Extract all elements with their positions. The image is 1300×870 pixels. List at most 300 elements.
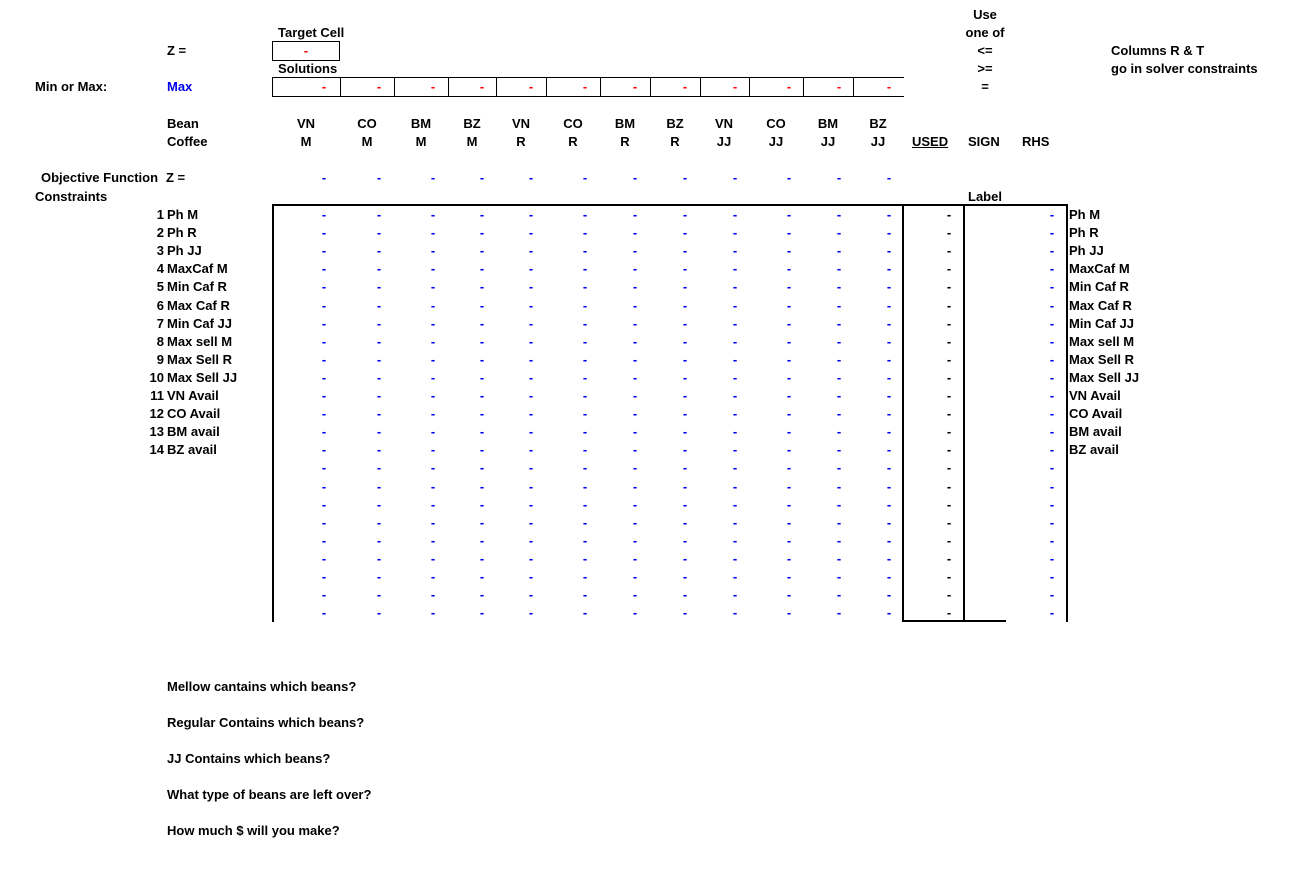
constraint-coefficient[interactable]: - [528, 225, 534, 241]
constraint-coefficient[interactable]: - [632, 460, 638, 476]
constraint-coefficient[interactable]: - [528, 406, 534, 422]
constraint-coefficient[interactable]: - [479, 297, 485, 313]
constraint-rhs[interactable]: - [1049, 261, 1055, 277]
solution-cell[interactable]: - [682, 79, 688, 94]
constraint-coefficient[interactable]: - [682, 550, 688, 566]
constraint-coefficient[interactable]: - [786, 243, 792, 259]
constraint-coefficient[interactable]: - [732, 478, 738, 494]
constraint-coefficient[interactable]: - [479, 369, 485, 385]
solution-cell[interactable]: - [886, 79, 892, 94]
constraint-coefficient[interactable]: - [528, 569, 534, 584]
constraint-coefficient[interactable]: - [836, 460, 842, 476]
constraint-coefficient[interactable]: - [430, 424, 436, 440]
constraint-coefficient[interactable]: - [321, 514, 327, 530]
constraint-coefficient[interactable]: - [582, 243, 588, 259]
constraint-coefficient[interactable]: - [682, 279, 688, 295]
constraint-coefficient[interactable]: - [682, 442, 688, 458]
constraint-coefficient[interactable]: - [582, 388, 588, 403]
constraint-coefficient[interactable]: - [582, 442, 588, 458]
constraint-coefficient[interactable]: - [886, 388, 892, 403]
constraint-coefficient[interactable]: - [479, 569, 485, 584]
constraint-coefficient[interactable]: - [430, 333, 436, 349]
constraint-coefficient[interactable]: - [682, 207, 688, 222]
constraint-coefficient[interactable]: - [430, 243, 436, 259]
constraint-coefficient[interactable]: - [376, 297, 382, 313]
constraint-coefficient[interactable]: - [632, 388, 638, 403]
constraint-coefficient[interactable]: - [786, 460, 792, 476]
constraint-coefficient[interactable]: - [321, 478, 327, 494]
constraint-coefficient[interactable]: - [430, 569, 436, 584]
constraint-coefficient[interactable]: - [886, 478, 892, 494]
constraint-coefficient[interactable]: - [430, 460, 436, 476]
constraint-coefficient[interactable]: - [732, 424, 738, 440]
objective-coefficient[interactable]: - [582, 170, 588, 185]
constraint-coefficient[interactable]: - [732, 388, 738, 403]
constraint-coefficient[interactable]: - [886, 333, 892, 349]
constraint-coefficient[interactable]: - [786, 406, 792, 422]
constraint-coefficient[interactable]: - [632, 261, 638, 277]
constraint-rhs[interactable]: - [1049, 514, 1055, 530]
constraint-rhs[interactable]: - [1049, 406, 1055, 422]
constraint-coefficient[interactable]: - [732, 333, 738, 349]
constraint-coefficient[interactable]: - [786, 496, 792, 512]
constraint-coefficient[interactable]: - [732, 279, 738, 295]
constraint-coefficient[interactable]: - [582, 514, 588, 530]
constraint-coefficient[interactable]: - [786, 207, 792, 222]
solution-cell[interactable]: - [836, 79, 842, 94]
constraint-coefficient[interactable]: - [786, 569, 792, 584]
constraint-coefficient[interactable]: - [836, 333, 842, 349]
constraint-coefficient[interactable]: - [632, 315, 638, 331]
objective-coefficient[interactable]: - [430, 170, 436, 185]
constraint-coefficient[interactable]: - [376, 279, 382, 295]
constraint-coefficient[interactable]: - [321, 406, 327, 422]
constraint-coefficient[interactable]: - [732, 496, 738, 512]
constraint-coefficient[interactable]: - [376, 569, 382, 584]
constraint-coefficient[interactable]: - [836, 514, 842, 530]
constraint-rhs[interactable]: - [1049, 351, 1055, 367]
constraint-coefficient[interactable]: - [786, 424, 792, 440]
constraint-coefficient[interactable]: - [732, 442, 738, 458]
constraint-coefficient[interactable]: - [376, 351, 382, 367]
objective-coefficient[interactable]: - [376, 170, 382, 185]
constraint-coefficient[interactable]: - [682, 514, 688, 530]
constraint-coefficient[interactable]: - [479, 243, 485, 259]
constraint-coefficient[interactable]: - [479, 496, 485, 512]
constraint-coefficient[interactable]: - [430, 369, 436, 385]
constraint-coefficient[interactable]: - [528, 496, 534, 512]
constraint-coefficient[interactable]: - [886, 297, 892, 313]
constraint-rhs[interactable]: - [1049, 369, 1055, 385]
constraint-coefficient[interactable]: - [430, 315, 436, 331]
constraint-coefficient[interactable]: - [836, 261, 842, 277]
constraint-coefficient[interactable]: - [632, 587, 638, 603]
constraint-coefficient[interactable]: - [479, 460, 485, 476]
constraint-rhs[interactable]: - [1049, 388, 1055, 403]
constraint-coefficient[interactable]: - [786, 351, 792, 367]
objective-coefficient[interactable]: - [528, 170, 534, 185]
constraint-coefficient[interactable]: - [430, 225, 436, 241]
constraint-rhs[interactable]: - [1049, 225, 1055, 241]
constraint-coefficient[interactable]: - [886, 424, 892, 440]
constraint-rhs[interactable]: - [1049, 424, 1055, 440]
constraint-coefficient[interactable]: - [836, 351, 842, 367]
constraint-coefficient[interactable]: - [528, 478, 534, 494]
constraint-coefficient[interactable]: - [682, 569, 688, 584]
constraint-coefficient[interactable]: - [582, 532, 588, 548]
constraint-coefficient[interactable]: - [479, 207, 485, 222]
constraint-coefficient[interactable]: - [528, 297, 534, 313]
constraint-coefficient[interactable]: - [376, 442, 382, 458]
constraint-coefficient[interactable]: - [321, 297, 327, 313]
constraint-coefficient[interactable]: - [682, 369, 688, 385]
constraint-coefficient[interactable]: - [430, 514, 436, 530]
constraint-coefficient[interactable]: - [582, 587, 588, 603]
constraint-coefficient[interactable]: - [479, 406, 485, 422]
constraint-coefficient[interactable]: - [582, 550, 588, 566]
constraint-coefficient[interactable]: - [528, 243, 534, 259]
constraint-coefficient[interactable]: - [479, 442, 485, 458]
constraint-rhs[interactable]: - [1049, 478, 1055, 494]
constraint-coefficient[interactable]: - [836, 207, 842, 222]
constraint-coefficient[interactable]: - [376, 496, 382, 512]
constraint-coefficient[interactable]: - [430, 442, 436, 458]
solution-cell[interactable]: - [479, 79, 485, 94]
constraint-coefficient[interactable]: - [732, 460, 738, 476]
objective-coefficient[interactable]: - [786, 170, 792, 185]
constraint-coefficient[interactable]: - [321, 261, 327, 277]
constraint-coefficient[interactable]: - [582, 297, 588, 313]
constraint-coefficient[interactable]: - [632, 550, 638, 566]
constraint-coefficient[interactable]: - [732, 243, 738, 259]
constraint-coefficient[interactable]: - [632, 605, 638, 621]
constraint-coefficient[interactable]: - [321, 388, 327, 403]
constraint-coefficient[interactable]: - [682, 424, 688, 440]
constraint-coefficient[interactable]: - [376, 225, 382, 241]
min-max-value[interactable]: Max [167, 79, 193, 94]
constraint-coefficient[interactable]: - [836, 315, 842, 331]
constraint-coefficient[interactable]: - [632, 569, 638, 584]
constraint-coefficient[interactable]: - [886, 442, 892, 458]
objective-coefficient[interactable]: - [682, 170, 688, 185]
constraint-coefficient[interactable]: - [886, 406, 892, 422]
constraint-coefficient[interactable]: - [528, 460, 534, 476]
constraint-coefficient[interactable]: - [786, 442, 792, 458]
constraint-coefficient[interactable]: - [632, 442, 638, 458]
constraint-coefficient[interactable]: - [321, 442, 327, 458]
constraint-coefficient[interactable]: - [632, 424, 638, 440]
constraint-coefficient[interactable]: - [430, 532, 436, 548]
constraint-coefficient[interactable]: - [582, 279, 588, 295]
constraint-coefficient[interactable]: - [632, 207, 638, 222]
constraint-coefficient[interactable]: - [479, 351, 485, 367]
constraint-coefficient[interactable]: - [886, 460, 892, 476]
constraint-coefficient[interactable]: - [528, 279, 534, 295]
constraint-coefficient[interactable]: - [321, 207, 327, 222]
constraint-coefficient[interactable]: - [836, 243, 842, 259]
constraint-coefficient[interactable]: - [321, 243, 327, 259]
constraint-coefficient[interactable]: - [682, 587, 688, 603]
constraint-coefficient[interactable]: - [682, 388, 688, 403]
objective-coefficient[interactable]: - [732, 170, 738, 185]
constraint-coefficient[interactable]: - [479, 550, 485, 566]
constraint-coefficient[interactable]: - [886, 279, 892, 295]
constraint-coefficient[interactable]: - [886, 514, 892, 530]
constraint-coefficient[interactable]: - [682, 496, 688, 512]
constraint-coefficient[interactable]: - [582, 207, 588, 222]
constraint-coefficient[interactable]: - [321, 460, 327, 476]
constraint-coefficient[interactable]: - [836, 225, 842, 241]
constraint-coefficient[interactable]: - [732, 406, 738, 422]
constraint-coefficient[interactable]: - [528, 550, 534, 566]
constraint-coefficient[interactable]: - [886, 225, 892, 241]
constraint-coefficient[interactable]: - [582, 261, 588, 277]
constraint-coefficient[interactable]: - [682, 297, 688, 313]
solution-cell[interactable]: - [786, 79, 792, 94]
constraint-coefficient[interactable]: - [732, 225, 738, 241]
constraint-coefficient[interactable]: - [886, 605, 892, 621]
solution-cell[interactable]: - [732, 79, 738, 94]
constraint-coefficient[interactable]: - [582, 478, 588, 494]
constraint-coefficient[interactable]: - [321, 605, 327, 621]
objective-coefficient[interactable]: - [321, 170, 327, 185]
constraint-rhs[interactable]: - [1049, 496, 1055, 512]
constraint-coefficient[interactable]: - [682, 460, 688, 476]
constraint-rhs[interactable]: - [1049, 279, 1055, 295]
constraint-coefficient[interactable]: - [479, 605, 485, 621]
constraint-coefficient[interactable]: - [786, 514, 792, 530]
constraint-coefficient[interactable]: - [732, 550, 738, 566]
constraint-coefficient[interactable]: - [732, 315, 738, 331]
constraint-coefficient[interactable]: - [376, 605, 382, 621]
constraint-coefficient[interactable]: - [528, 514, 534, 530]
constraint-coefficient[interactable]: - [430, 279, 436, 295]
constraint-coefficient[interactable]: - [376, 315, 382, 331]
constraint-coefficient[interactable]: - [732, 207, 738, 222]
constraint-coefficient[interactable]: - [786, 315, 792, 331]
constraint-coefficient[interactable]: - [836, 297, 842, 313]
constraint-coefficient[interactable]: - [582, 315, 588, 331]
constraint-coefficient[interactable]: - [886, 243, 892, 259]
constraint-coefficient[interactable]: - [430, 207, 436, 222]
solution-cell[interactable]: - [321, 79, 327, 94]
constraint-coefficient[interactable]: - [582, 460, 588, 476]
constraint-coefficient[interactable]: - [376, 207, 382, 222]
constraint-coefficient[interactable]: - [528, 388, 534, 403]
constraint-coefficient[interactable]: - [886, 207, 892, 222]
constraint-coefficient[interactable]: - [376, 478, 382, 494]
constraint-coefficient[interactable]: - [632, 406, 638, 422]
constraint-coefficient[interactable]: - [321, 424, 327, 440]
constraint-coefficient[interactable]: - [682, 406, 688, 422]
constraint-coefficient[interactable]: - [376, 587, 382, 603]
constraint-coefficient[interactable]: - [786, 279, 792, 295]
objective-coefficient[interactable]: - [479, 170, 485, 185]
constraint-coefficient[interactable]: - [582, 496, 588, 512]
constraint-rhs[interactable]: - [1049, 243, 1055, 259]
constraint-coefficient[interactable]: - [886, 315, 892, 331]
objective-coefficient[interactable]: - [632, 170, 638, 185]
constraint-coefficient[interactable]: - [528, 207, 534, 222]
constraint-rhs[interactable]: - [1049, 532, 1055, 548]
constraint-coefficient[interactable]: - [321, 496, 327, 512]
constraint-rhs[interactable]: - [1049, 333, 1055, 349]
constraint-coefficient[interactable]: - [321, 315, 327, 331]
solution-cell[interactable]: - [430, 79, 436, 94]
constraint-coefficient[interactable]: - [632, 333, 638, 349]
constraint-coefficient[interactable]: - [321, 550, 327, 566]
constraint-coefficient[interactable]: - [321, 587, 327, 603]
constraint-coefficient[interactable]: - [376, 333, 382, 349]
constraint-rhs[interactable]: - [1049, 460, 1055, 476]
target-cell[interactable] [272, 41, 340, 61]
objective-coefficient[interactable]: - [836, 170, 842, 185]
constraint-coefficient[interactable]: - [582, 605, 588, 621]
constraint-coefficient[interactable]: - [582, 424, 588, 440]
constraint-coefficient[interactable]: - [836, 369, 842, 385]
constraint-coefficient[interactable]: - [479, 225, 485, 241]
constraint-coefficient[interactable]: - [632, 496, 638, 512]
constraint-coefficient[interactable]: - [479, 514, 485, 530]
constraint-coefficient[interactable]: - [376, 406, 382, 422]
constraint-coefficient[interactable]: - [682, 243, 688, 259]
constraint-coefficient[interactable]: - [786, 532, 792, 548]
constraint-coefficient[interactable]: - [632, 514, 638, 530]
constraint-coefficient[interactable]: - [321, 532, 327, 548]
constraint-coefficient[interactable]: - [786, 297, 792, 313]
constraint-coefficient[interactable]: - [528, 261, 534, 277]
constraint-coefficient[interactable]: - [376, 261, 382, 277]
constraint-rhs[interactable]: - [1049, 605, 1055, 621]
constraint-coefficient[interactable]: - [886, 532, 892, 548]
solution-cell[interactable]: - [632, 79, 638, 94]
constraint-coefficient[interactable]: - [786, 550, 792, 566]
constraint-coefficient[interactable]: - [836, 569, 842, 584]
constraint-coefficient[interactable]: - [682, 225, 688, 241]
constraint-rhs[interactable]: - [1049, 587, 1055, 603]
constraint-coefficient[interactable]: - [836, 532, 842, 548]
constraint-coefficient[interactable]: - [321, 333, 327, 349]
constraint-coefficient[interactable]: - [682, 333, 688, 349]
constraint-coefficient[interactable]: - [732, 369, 738, 385]
constraint-coefficient[interactable]: - [479, 587, 485, 603]
constraint-coefficient[interactable]: - [479, 333, 485, 349]
solution-cell[interactable]: - [528, 79, 534, 94]
constraint-coefficient[interactable]: - [528, 351, 534, 367]
constraint-coefficient[interactable]: - [836, 406, 842, 422]
constraint-coefficient[interactable]: - [430, 496, 436, 512]
constraint-coefficient[interactable]: - [582, 333, 588, 349]
constraint-coefficient[interactable]: - [528, 587, 534, 603]
constraint-coefficient[interactable]: - [430, 478, 436, 494]
constraint-coefficient[interactable]: - [528, 315, 534, 331]
constraint-coefficient[interactable]: - [632, 243, 638, 259]
constraint-coefficient[interactable]: - [528, 333, 534, 349]
constraint-coefficient[interactable]: - [836, 605, 842, 621]
constraint-coefficient[interactable]: - [528, 605, 534, 621]
constraint-coefficient[interactable]: - [732, 532, 738, 548]
constraint-coefficient[interactable]: - [430, 261, 436, 277]
constraint-coefficient[interactable]: - [582, 351, 588, 367]
constraint-coefficient[interactable]: - [582, 225, 588, 241]
constraint-coefficient[interactable]: - [886, 569, 892, 584]
constraint-coefficient[interactable]: - [528, 369, 534, 385]
constraint-rhs[interactable]: - [1049, 550, 1055, 566]
constraint-coefficient[interactable]: - [430, 351, 436, 367]
constraint-coefficient[interactable]: - [632, 351, 638, 367]
constraint-rhs[interactable]: - [1049, 297, 1055, 313]
constraint-rhs[interactable]: - [1049, 315, 1055, 331]
constraint-coefficient[interactable]: - [836, 279, 842, 295]
constraint-coefficient[interactable]: - [321, 279, 327, 295]
constraint-coefficient[interactable]: - [732, 569, 738, 584]
constraint-coefficient[interactable]: - [632, 297, 638, 313]
constraint-coefficient[interactable]: - [321, 225, 327, 241]
constraint-coefficient[interactable]: - [682, 605, 688, 621]
constraint-coefficient[interactable]: - [321, 351, 327, 367]
constraint-coefficient[interactable]: - [836, 496, 842, 512]
constraint-coefficient[interactable]: - [479, 279, 485, 295]
constraint-coefficient[interactable]: - [786, 261, 792, 277]
constraint-coefficient[interactable]: - [682, 261, 688, 277]
constraint-rhs[interactable]: - [1049, 207, 1055, 222]
constraint-coefficient[interactable]: - [682, 478, 688, 494]
constraint-coefficient[interactable]: - [786, 333, 792, 349]
constraint-coefficient[interactable]: - [528, 532, 534, 548]
constraint-coefficient[interactable]: - [836, 424, 842, 440]
constraint-coefficient[interactable]: - [479, 388, 485, 403]
constraint-coefficient[interactable]: - [376, 532, 382, 548]
constraint-coefficient[interactable]: - [528, 442, 534, 458]
objective-coefficient[interactable]: - [886, 170, 892, 185]
constraint-coefficient[interactable]: - [732, 587, 738, 603]
constraint-coefficient[interactable]: - [632, 532, 638, 548]
constraint-coefficient[interactable]: - [479, 315, 485, 331]
constraint-coefficient[interactable]: - [528, 424, 534, 440]
constraint-coefficient[interactable]: - [321, 569, 327, 584]
constraint-coefficient[interactable]: - [786, 478, 792, 494]
constraint-coefficient[interactable]: - [836, 478, 842, 494]
constraint-coefficient[interactable]: - [430, 406, 436, 422]
constraint-coefficient[interactable]: - [430, 605, 436, 621]
constraint-coefficient[interactable]: - [732, 261, 738, 277]
constraint-coefficient[interactable]: - [682, 532, 688, 548]
constraint-coefficient[interactable]: - [582, 406, 588, 422]
constraint-coefficient[interactable]: - [376, 550, 382, 566]
constraint-coefficient[interactable]: - [786, 587, 792, 603]
solution-cell[interactable]: - [376, 79, 382, 94]
constraint-coefficient[interactable]: - [430, 550, 436, 566]
constraint-coefficient[interactable]: - [836, 442, 842, 458]
constraint-coefficient[interactable]: - [321, 369, 327, 385]
constraint-coefficient[interactable]: - [632, 369, 638, 385]
constraint-coefficient[interactable]: - [886, 587, 892, 603]
constraint-coefficient[interactable]: - [479, 532, 485, 548]
constraint-coefficient[interactable]: - [886, 369, 892, 385]
constraint-coefficient[interactable]: - [430, 587, 436, 603]
constraint-coefficient[interactable]: - [479, 478, 485, 494]
constraint-coefficient[interactable]: - [376, 460, 382, 476]
constraint-rhs[interactable]: - [1049, 442, 1055, 458]
constraint-coefficient[interactable]: - [886, 550, 892, 566]
constraint-coefficient[interactable]: - [836, 388, 842, 403]
constraint-coefficient[interactable]: - [786, 605, 792, 621]
constraint-coefficient[interactable]: - [376, 369, 382, 385]
solution-cell[interactable]: - [582, 79, 588, 94]
constraint-coefficient[interactable]: - [632, 225, 638, 241]
constraint-coefficient[interactable]: - [430, 297, 436, 313]
constraint-coefficient[interactable]: - [732, 297, 738, 313]
